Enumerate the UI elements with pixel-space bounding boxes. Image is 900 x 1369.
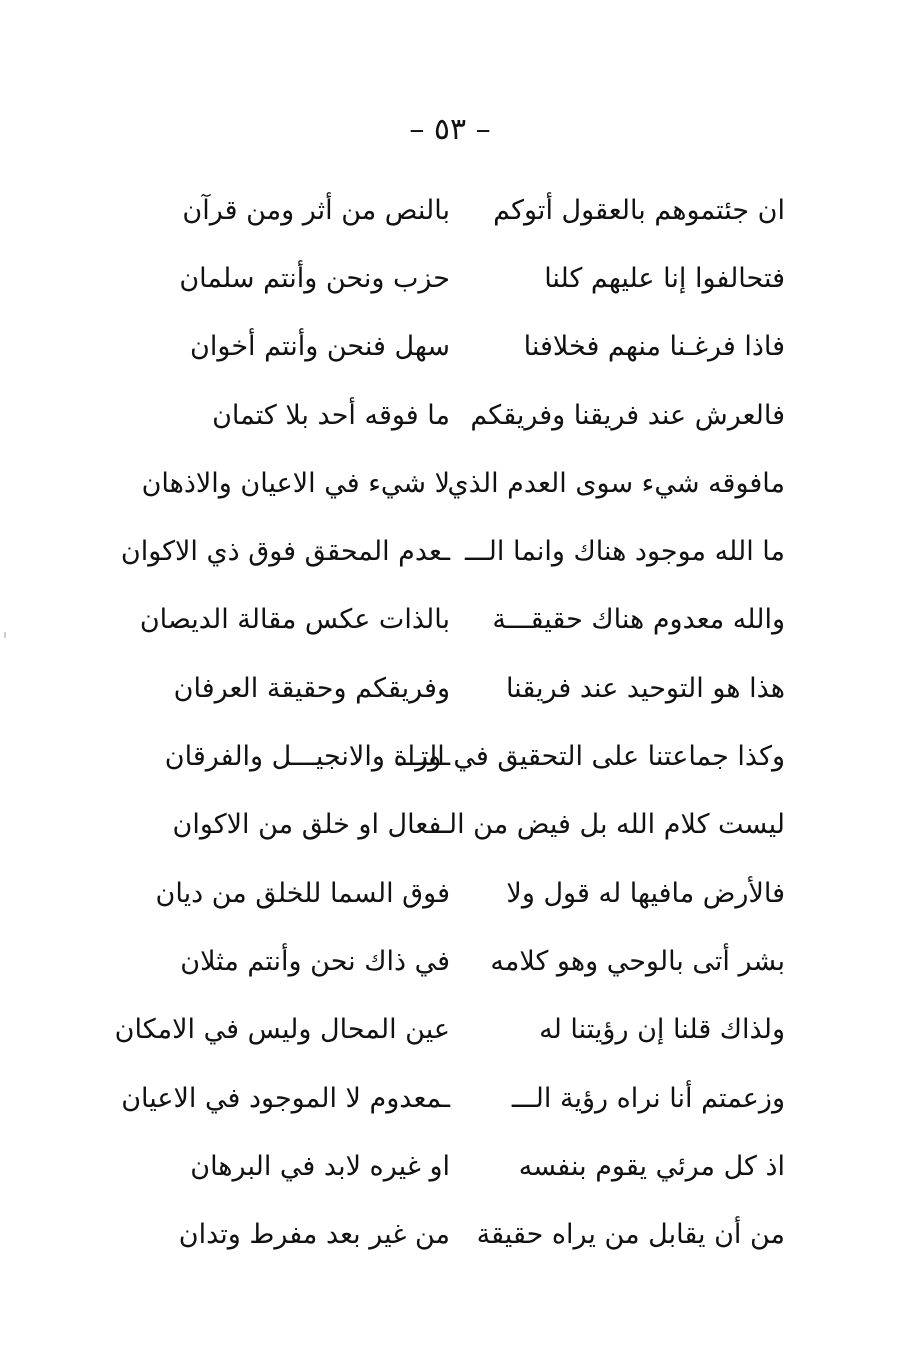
verse-second-hemistich: ـوراة والانجيـــل والفرقان [164, 741, 450, 773]
verse-second-hemistich: عين المحال وليس في الامكان [114, 1014, 450, 1046]
verse [160, 654, 785, 722]
verse [141, 449, 785, 517]
verse-second-hemistich: حزب ونحن وأنتم سلمان [179, 262, 450, 294]
verse [160, 791, 785, 859]
verse-first-hemistich: وزعمتم أنا نراه رؤية الـــ [511, 1082, 785, 1114]
verse-first-hemistich: والله معدوم هناك حقيقـــة [492, 604, 785, 636]
verse-second-hemistich: بالنص من أثر ومن قرآن [182, 194, 450, 226]
verse-first-hemistich: فالأرض مافيها له قول ولا [506, 877, 785, 909]
verse-second-hemistich: في ذاك نحن وأنتم مثلان [180, 945, 450, 977]
verse-first-hemistich: بشر أتى بالوحي وهو كلامه [490, 945, 785, 977]
verse [160, 1132, 785, 1200]
verse [160, 176, 785, 244]
verse [120, 517, 785, 585]
verse-first-hemistich: ان جئتموهم بالعقول أتوكم [493, 194, 785, 226]
verse-first-hemistich: فاذا فرغـنا منهم فخلافنا [523, 331, 785, 363]
verse [160, 381, 785, 449]
verse-second-hemistich: ـعدم المحقق فوق ذي الاكوان [120, 536, 450, 568]
verse [114, 996, 785, 1064]
verse-second-hemistich: او غيره لابد في البرهان [190, 1150, 450, 1182]
verse [160, 1200, 785, 1268]
verse [160, 722, 785, 790]
verse-first-hemistich: فالعرش عند فريقنا وفريقكم [470, 399, 785, 431]
verse-second-hemistich: فوق السما للخلق من ديان [155, 877, 450, 909]
verse-second-hemistich: ـفعال او خلق من الاكوان [172, 809, 450, 841]
verse [139, 586, 785, 654]
verse-second-hemistich: سهل فنحن وأنتم أخوان [190, 331, 450, 363]
verse-first-hemistich: ما الله موجود هناك وانما الـــ [464, 536, 785, 568]
verse [121, 1064, 785, 1132]
page-number: – ٥٣ – [409, 112, 491, 147]
verse [155, 859, 785, 927]
verse-second-hemistich: ما فوقه أحد بلا كتمان [212, 399, 450, 431]
margin-mark [4, 632, 6, 638]
verse-second-hemistich: من غير بعد مفرط وتدان [178, 1219, 450, 1251]
verse-first-hemistich: هذا هو التوحيد عند فريقنا [505, 672, 785, 704]
verse-second-hemistich: وفريقكم وحقيقة العرفان [173, 672, 450, 704]
verse-first-hemistich: من أن يقابل من يراه حقيقة [476, 1219, 785, 1251]
verse-second-hemistich: بالذات عكس مقالة الديصان [139, 604, 450, 636]
verse-first-hemistich: فتحالفوا إنا عليهم كلنا [544, 262, 785, 294]
verse-first-hemistich: وكذا جماعتنا على التحقيق في التـــ [397, 741, 785, 773]
verse-second-hemistich: ـمعدوم لا الموجود في الاعيان [121, 1082, 450, 1114]
verse [160, 927, 785, 995]
verse-first-hemistich: ولذاك قلنا إن رؤيتنا له [539, 1014, 785, 1046]
poem [114, 176, 785, 1269]
verse-first-hemistich: مافوقه شيء سوى العدم الذي [447, 467, 785, 499]
verse-first-hemistich: اذ كل مرئي يقوم بنفسه [518, 1150, 785, 1182]
verse-second-hemistich: لا شيء في الاعيان والاذهان [141, 467, 450, 499]
verse-first-hemistich: ليست كلام الله بل فيض من الـــ [425, 809, 785, 841]
verse [160, 313, 785, 381]
verse [160, 244, 785, 312]
